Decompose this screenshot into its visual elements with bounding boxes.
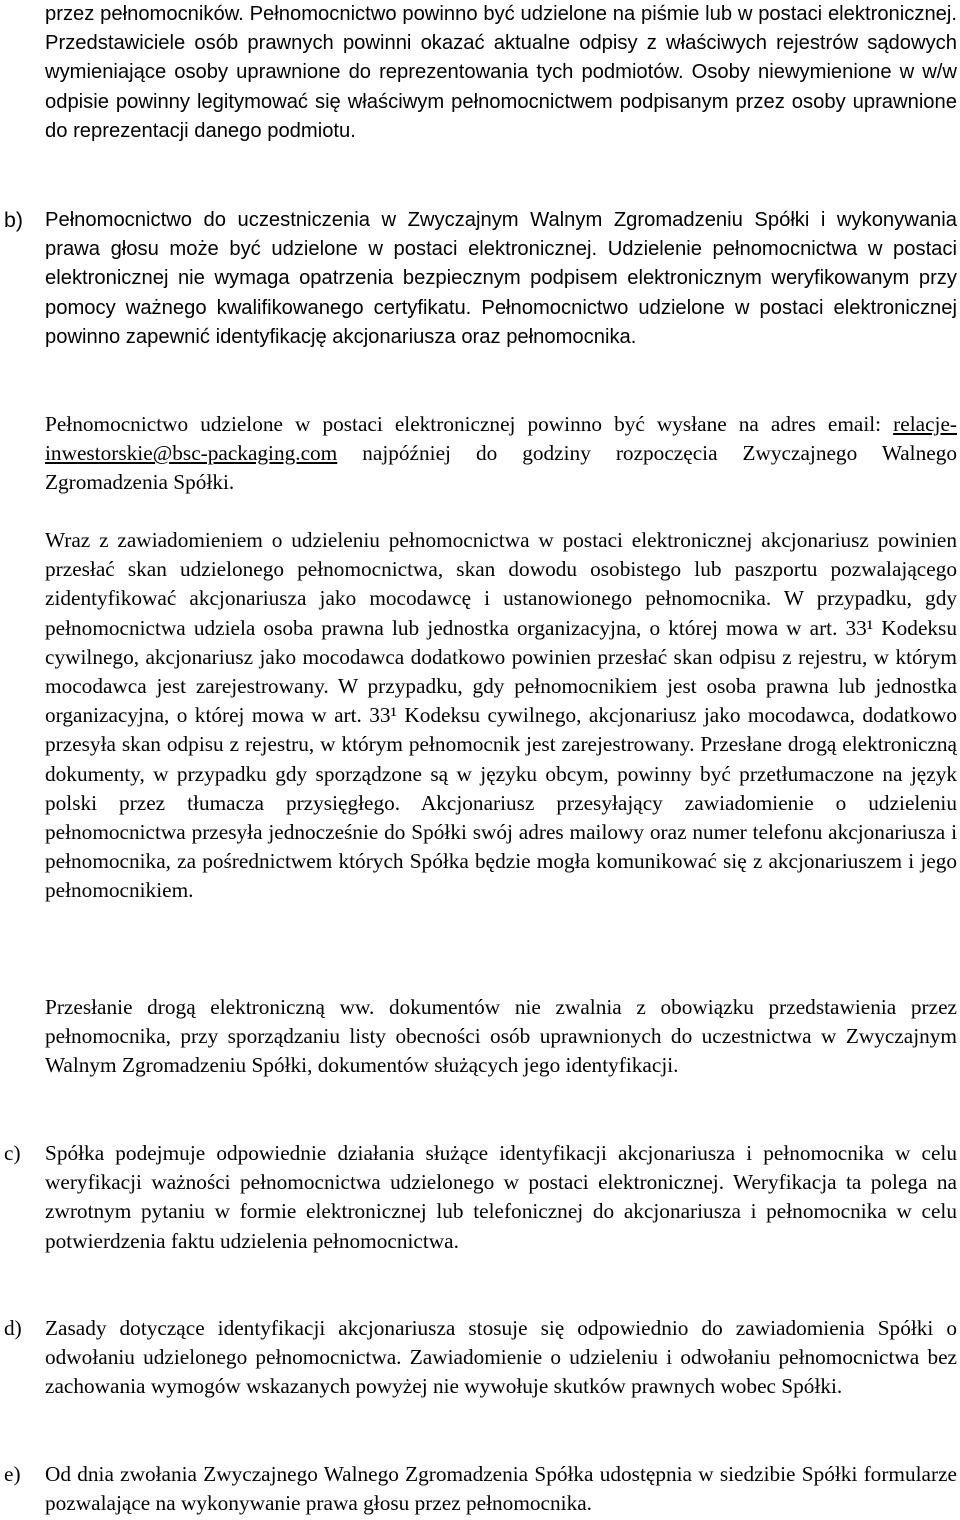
intro-paragraph: przez pełnomocników. Pełnomocnictwo powinno być udzielone na piśmie lub w postaci elektronicznej. Przedstawiciele osób prawnych powinni okazać aktualne odpisy z właściwych rejestrów sądowych wymieniające osoby uprawnione do reprezentowania tych podmiotów. Osoby niewymienione w w/w odpisie powinny legitymować się właściwym pełnomocnictwem podpisanym przez osoby uprawnione do reprezentacji danego podmiotu.: [45, 3, 957, 142]
section-e-marker: e): [4, 1462, 21, 1486]
section-b-paragraph-1: Pełnomocnictwo do uczestniczenia w Zwyczajnym Walnym Zgromadzeniu Spółki i wykonywania prawa głosu może być udzielone w postaci elektronicznej. Udzielenie pełnomocnictwa w postaci elektronicznej nie wymaga opatrzenia bezpiecznym podpisem elektronicznym weryfikowanym przy pomocy ważnego kwalifikowanego certyfikatu. Pełnomocnictwo udzielone w postaci elektronicznej powinno zapewnić identyfikację akcjonariusza oraz pełnomocnika.: [45, 209, 957, 348]
email-link[interactable]: relacje-inwestorskie@bsc-packaging.com: [45, 412, 957, 466]
section-b-marker: b): [4, 208, 23, 232]
section-d-paragraph: Zasady dotyczące identyfikacji akcjonariusza stosuje się odpowiednio do zawiadomienia Spółki o odwołaniu udzielonego pełnomocnictwa. Zawiadomienie o udzieleniu i odwołaniu pełnomocnictwa bez zachowania wymogów wskazanych powyżej nie wywołuje skutków prawnych wobec Spółki.: [45, 1316, 957, 1399]
section-b-paragraph-2: [45, 410, 957, 498]
section-c-marker: c): [4, 1141, 21, 1165]
email-outro-text: najpóźniej do godziny rozpoczęcia Zwyczajnego Walnego Zgromadzenia Spółki.: [45, 441, 957, 495]
email-intro-text: Pełnomocnictwo udzielone w postaci elektronicznej powinno być wysłane na adres email:: [45, 412, 894, 436]
section-e-paragraph: Od dnia zwołania Zwyczajnego Walnego Zgromadzenia Spółka udostępnia w siedzibie Spółki formularze pozwalające na wykonywanie prawa głosu przez pełnomocnika.: [45, 1462, 957, 1516]
section-c-paragraph: Spółka podejmuje odpowiednie działania służące identyfikacji akcjonariusza i pełnomocnika w celu weryfikacji ważności pełnomocnictwa udzielonego w postaci elektronicznej. Weryfikacja ta polega na zwrotnym pytaniu w formie elektronicznej lub telefonicznej do akcjonariusza i pełnomocnika w celu potwierdzenia faktu udzielenia pełnomocnictwa.: [45, 1141, 957, 1253]
section-b-paragraph-3: Wraz z zawiadomieniem o udzieleniu pełnomocnictwa w postaci elektronicznej akcjonariusz powinien przesłać skan udzielonego pełnomocnictwa, skan dowodu osobistego lub paszportu pozwalającego zidentyfikować akcjonariusza jako mocodawcę i ustanowionego pełnomocnika. W przypadku, gdy pełnomocnictwa udziela osoba prawna lub jednostka organizacyjna, o której mowa w art. 33¹ Kodeksu cywilnego, akcjonariusz jako mocodawca dodatkowo powinien przesłać skan odpisu z rejestru, w którym mocodawca jest zarejestrowany. W przypadku, gdy pełnomocnikiem jest osoba prawna lub jednostka organizacyjna, o której mowa w art. 33¹ Kodeksu cywilnego, akcjonariusz jako mocodawca, dodatkowo przesyła skan odpisu z rejestru, w którym pełnomocnik jest zarejestrowany. Przesłane drogą elektroniczną dokumenty, w przypadku gdy sporządzone są w języku obcym, powinny być przetłumaczone na język polski przez tłumacza przysięgłego. Akcjonariusz przesyłający zawiadomienie o udzieleniu pełnomocnictwa przesyła jednocześnie do Spółki swój adres mailowy oraz numer telefonu akcjonariusza i pełnomocnika, za pośrednictwem których Spółka będzie mogła komunikować się z akcjonariuszem i jego pełnomocnikiem.: [45, 528, 957, 903]
section-b-paragraph-4: Przesłanie drogą elektroniczną ww. dokumentów nie zwalnia z obowiązku przedstawienia przez pełnomocnika, przy sporządzaniu listy obecności osób uprawnionych do uczestnictwa w Zwyczajnym Walnym Zgromadzeniu Spółki, dokumentów służących jego identyfikacji.: [45, 995, 957, 1078]
section-d-marker: d): [4, 1316, 22, 1340]
